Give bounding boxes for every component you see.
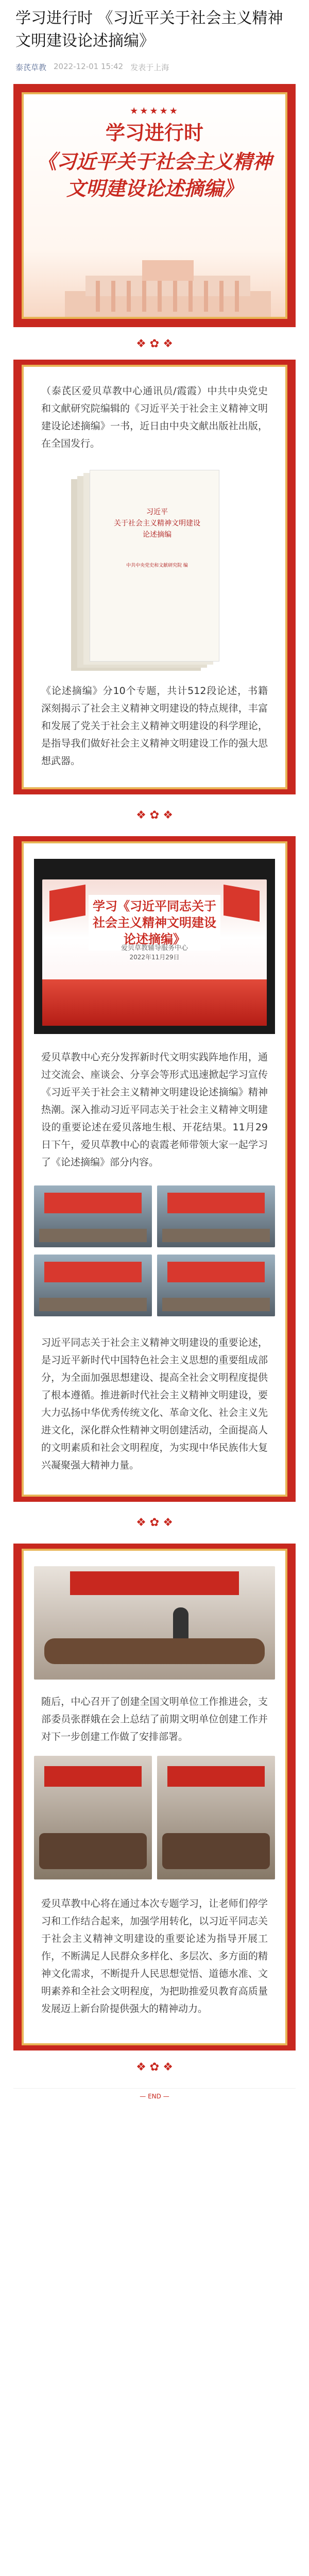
article-footer: — END — (13, 2088, 296, 2100)
book-cover (90, 470, 219, 662)
study-photo-2 (157, 1185, 275, 1247)
publish-date: 2022-12-01 15:42 (54, 62, 124, 71)
activity-card (22, 841, 287, 1497)
divider-ornament-text-3: ❖ ✿ ❖ (136, 1516, 173, 1529)
slide-red-band (42, 979, 267, 1026)
slide-org: 爱贝草教辅导服务中心 (121, 944, 188, 952)
divider-ornament-icon-2 (0, 794, 309, 836)
slide-date: 2022年11月29日 (129, 954, 180, 961)
meeting-photo (34, 1566, 275, 1680)
closing-paragraph: 爱贝草教中心将在通过本次专题学习，让老师们停学习和工作结合起来，加强学用转化，以习近平同志关于社会主义精神文明建设的重要论述为指导开展工作，不断满足人民群众多样化、多层次、多方面的精神文化需求，不断提升人民思想觉悟、道德水准、文明素养和全社会文明程度，为把助推爱贝教育高质量发展迈上新台阶提供强大的精神动力。 (41, 1898, 268, 2014)
article-meta (15, 62, 294, 73)
article-header (0, 0, 309, 73)
significance-paragraph: 习近平同志关于社会主义精神文明建设的重要论述，是习近平新时代中国特色社会主义思想的重要组成部分，为全面加强思想建设、提高全社会文明程度提供了根本遵循。推进新时代社会主义精神文明建设，要大力弘扬中华优秀传统文化、革命文化、社会主义先进文化，深化群众性精神文明创建活动，全面提高人的文明素质和社会文明程度，为实现中华民族伟大复兴凝聚强大精神力量。 (41, 1337, 268, 1471)
hero-frame (13, 84, 296, 327)
meeting-photo-left (34, 1756, 152, 1879)
meeting-paragraph: 随后，中心召开了创建全国文明单位工作推进会，支部委员张群娥在会上总结了前期文明单位创建工作并对下一步创建工作做了安排部署。 (41, 1696, 268, 1742)
study-photo-3 (34, 1255, 152, 1316)
presentation-slide-image (34, 859, 275, 1034)
slide-inner (42, 879, 267, 1026)
divider-ornament-text-4: ❖ ✿ ❖ (136, 2061, 173, 2074)
study-photo-4 (157, 1255, 275, 1316)
study-photo-row-2 (34, 1249, 275, 1327)
intro-frame (13, 360, 296, 794)
summary-paragraph: 《论述摘编》分10个专题，共计512段论述，书籍深刻揭示了社会主义精神文明建设的特点规律，丰富和发展了党关于社会主义精神文明建设的科学理论，是指导我们做好社会主义精神文明建设工作的强大思想武器。 (41, 685, 268, 767)
divider-ornament-icon (0, 327, 309, 360)
study-photo-row (34, 1180, 275, 1249)
meeting-photo-pair (34, 1751, 275, 1892)
slide-title: 学习《习近平同志关于社会主义精神文明建设论述摘编》 (89, 895, 220, 951)
book-image (24, 465, 285, 677)
divider-ornament-icon-3 (0, 1502, 309, 1544)
activity-paragraph: 爱贝草教中心充分发挥新时代文明实践阵地作用，通过交流会、座谈会、分享会等形式迅速掀起学习宣传《习近平关于社会主义精神文明建设论述摘编》精神热潮。深入推动习近平同志关于社会主义精神文明建设的重要论述在爱贝落地生根、开花结果。11月29日下午，爱贝草教中心的袁霞老师带领大家一起学习了《论述摘编》部分内容。 (41, 1052, 268, 1168)
intro-card (22, 365, 287, 789)
meeting-photo-right (157, 1756, 275, 1879)
flag-right-icon (224, 885, 260, 922)
publish-location: 发表于上海 (130, 63, 169, 72)
divider-ornament-icon-4 (0, 2050, 309, 2083)
meeting-card (22, 1549, 287, 2045)
study-photo-1 (34, 1185, 152, 1247)
divider-ornament-text-2: ❖ ✿ ❖ (136, 809, 173, 822)
book-cover-publisher: 中共中央党史和文献研究院 编 (126, 563, 188, 568)
divider-ornament-text: ❖ ✿ ❖ (136, 337, 173, 350)
activity-frame (13, 836, 296, 1502)
account-name-link[interactable]: 泰芪草教 (15, 63, 47, 72)
hero-subheading: 《习近平关于社会主义精神文明建设论述摘编》 (37, 150, 272, 200)
great-hall-illustration-icon (65, 255, 271, 317)
hero-card (22, 92, 287, 319)
flag-left-icon (49, 885, 85, 922)
hero-heading: 学习进行时 (105, 122, 203, 144)
star-row-icon: ★★★★★ (130, 106, 179, 116)
book-cover-title: 习近平 关于社会主义精神文明建设 论述摘编 (114, 508, 200, 539)
intro-paragraph: （泰芪区爱贝草教中心通讯员/霞霞）中共中央党史和文献研究院编辑的《习近平关于社会主义精神文明建设论述摘编》一书，近日由中央文献出版社出版，在全国发行。 (41, 385, 268, 449)
article-title: 学习进行时 《习近平关于社会主义精神文明建设论述摘编》 (15, 9, 283, 50)
meeting-frame (13, 1544, 296, 2050)
